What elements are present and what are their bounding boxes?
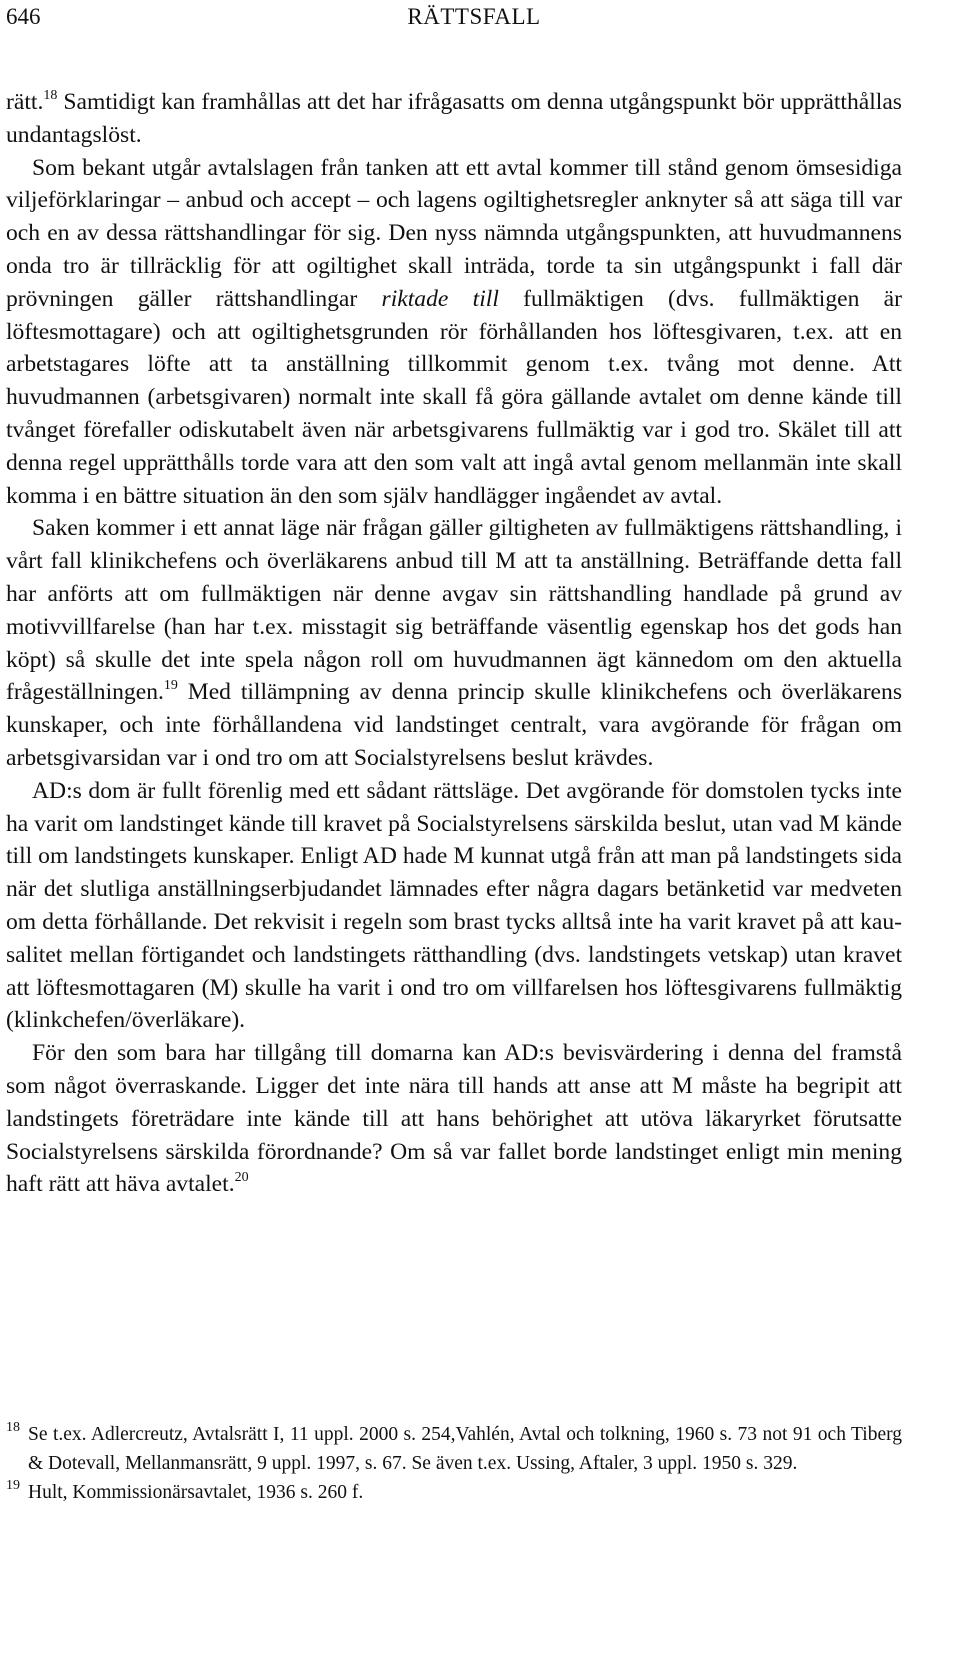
- page-number: 646: [6, 4, 41, 29]
- text-run: För den som bara har tillgång till domarna kan AD:s bevisvärdering i denna del framstå som något överraskande. Ligger det inte nära till hands att anse att M måste ha begripit att landstingets företrädare inte kände till att hans behörighet att utöva läkaryrket förutsatte Socialstyrelsens särskilda förordnande? Om så var fallet borde landstinget enligt min mening haft rätt att häva avtalet.: [6, 1040, 902, 1198]
- paragraph-5: [6, 1037, 902, 1201]
- footnote-number: 18: [6, 1420, 20, 1435]
- paragraph-3: [6, 512, 902, 774]
- text-run: Samtidigt kan framhållas att det har ifrågasatts om denna utgångspunkt bör upprätthållas undantagslöst.: [6, 89, 902, 148]
- footnote-18: [6, 1420, 902, 1478]
- text-run: Med tillämpning av denna princip skulle klinikchefens och överläkarens kunskaper, och inte förhållandena vid landstinget centralt, vara avgörande för frågan om arbetsgivarsidan var i ond tro om att Socialstyrelsens beslut krävdes.: [6, 679, 902, 771]
- text-run: Som bekant utgår avtalslagen från tanken att ett avtal kommer till stånd genom ömsesidiga viljeförklaringar – anbud och accept – och lagens ogiltighetsregler anknyter så att säga till var och en av dessa rättshandlingar för sig. Den nyss nämnda utgångspunkten, att huvudmannens onda tro är tillräcklig för att ogiltighet skall inträda, torde ta sin utgångspunkt i fall där prövningen gäller rättshandlingar: [6, 154, 902, 312]
- paragraph-4: [6, 775, 902, 1037]
- text-run: Saken kommer i ett annat läge när frågan gäller giltigheten av fullmäktigens rättshandling, i vårt fall klinikchefens och överläkarens anbud till M att ta anställning. Beträffande detta fall har anförts att om fullmäktigen när denne avgav sin rättshandling handlade på grund av motivvillfarelse (han har t.ex. misstagit sig beträffande väsentlig egenskap hos det gods han köpt) så skulle det inte spela någon roll om huvudmannen ägt kännedom om den aktuella frågeställningen.: [6, 515, 902, 706]
- footnote-ref-18[interactable]: 18: [43, 88, 58, 103]
- running-title: RÄTTSFALL: [407, 4, 541, 29]
- text-run: fullmäktigen (dvs. fullmäktigen är löftesmottagare) och att ogiltighetsgrunden rör förhållanden hos löftesgivaren, t.ex. att en arbetstagares löfte att ta anställning tillkommit genom t.ex. tvång mot denne. Att huvudmannen (arbetsgivaren) normalt inte skall få göra gällande avtalet om denne kände till tvånget förefaller odiskutabelt även när arbetsgivarens fullmäktig var i god tro. Skälet till att denna regel upprätthålls torde vara att den som valt att ingå avtal genom mellanmän inte skall komma i en bättre situation än den som själv handlägger ingåendet av avtal.: [6, 285, 903, 509]
- footnote-text: Se t.ex. Adlercreutz, Avtalsrätt I, 11 uppl. 2000 s. 254,Vahlén, Avtal och tolkning, 1960 s. 73 not 91 och Tiberg & Dotevall, Mellanmansrätt, 9 uppl. 1997, s. 67. Se även t.ex. Ussing, Aftaler, 3 uppl. 1950 s. 329.: [28, 1424, 902, 1474]
- text-run: rätt.: [6, 89, 44, 115]
- footnote-number: 19: [6, 1478, 20, 1493]
- body-text: [6, 86, 902, 1201]
- footnote-19: [6, 1478, 902, 1507]
- footnote-text: Hult, Kommissionärsavtalet, 1936 s. 260 f.: [28, 1482, 364, 1503]
- text-run: AD:s dom är fullt förenlig med ett sådant rättsläge. Det avgörande för domstolen tycks inte ha varit om landstinget kände till kravet på Socialstyrelsens särskilda beslut, utan vad M kände till om landstingets kunskaper. Enligt AD hade M kunnat utgå från att man på landstingets sida när det slutliga anställningserbjudandet lämnades efter några dagars betänketid var medveten om detta förhållande. Det rekvisit i regeln som brast tycks alltså inte ha varit kravet på att kausalitet mellan förtigandet och landstingets rätthandling (dvs. landstingets vetskap) utan kravet att löftesmottagaren (M) skulle ha varit i ond tro om villfarelsen hos löftesgivarens fullmäktig (klinkchefen/överläkare).: [6, 777, 902, 1034]
- footnote-ref-20[interactable]: 20: [234, 1170, 249, 1186]
- footnotes: [6, 1420, 902, 1507]
- footnote-ref-19[interactable]: 19: [163, 678, 178, 694]
- paragraph-1: [6, 86, 902, 152]
- paragraph-2: [6, 152, 902, 513]
- emphasis-text: riktade till: [381, 285, 499, 312]
- running-header: [6, 4, 942, 34]
